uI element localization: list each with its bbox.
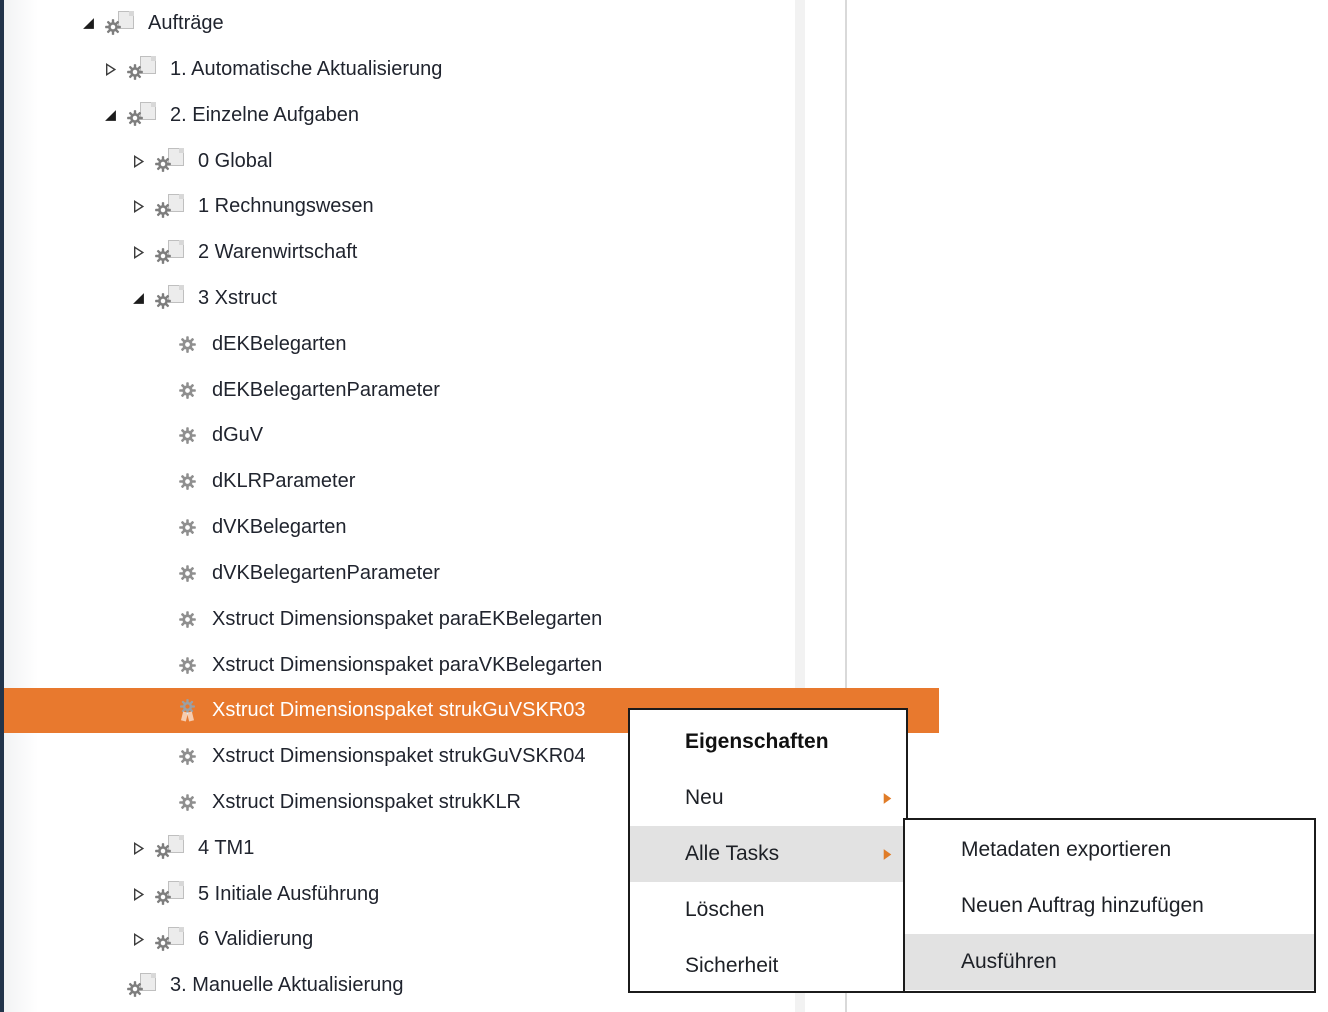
menu-item[interactable] — [630, 770, 906, 826]
tree-item[interactable] — [4, 551, 939, 596]
menu-item[interactable] — [630, 938, 906, 994]
tree-item-label: 6 Validierung — [198, 928, 314, 951]
collapse-arrow-icon[interactable] — [104, 108, 126, 122]
expander-slot — [156, 429, 178, 443]
expander-slot — [156, 612, 178, 626]
tree-item[interactable] — [4, 1, 865, 46]
gear-folder-icon — [154, 193, 184, 221]
tree-item-label: 2 Warenwirtschaft — [198, 241, 358, 264]
tree-item-label: dKLRParameter — [212, 470, 356, 493]
expander-slot — [156, 795, 178, 809]
expand-arrow-icon[interactable] — [132, 154, 154, 168]
tree-item[interactable] — [4, 505, 939, 550]
tree-item-label: dGuV — [212, 424, 264, 447]
submenu-item[interactable] — [905, 822, 1314, 878]
gear-folder-icon — [154, 834, 184, 862]
tree-item-label: 5 Initiale Ausführung — [198, 882, 380, 905]
gear-folder-icon — [126, 55, 156, 83]
gear-folder-icon — [154, 880, 184, 908]
gear-folder-icon — [154, 284, 184, 312]
expander-slot — [156, 704, 178, 718]
tree-item[interactable] — [4, 276, 915, 321]
tree-item-label: Xstruct Dimensionspaket paraEKBelegarten — [212, 607, 603, 630]
gear-folder-icon — [154, 147, 184, 175]
expander-slot — [156, 566, 178, 580]
expander-slot — [156, 658, 178, 672]
menu-item-label: Neu — [685, 786, 724, 809]
collapse-arrow-icon[interactable] — [82, 17, 104, 31]
context-submenu — [903, 818, 1316, 993]
tree-item[interactable] — [4, 47, 887, 92]
gear-folder-icon — [154, 926, 184, 954]
gear-icon — [178, 651, 198, 679]
expander-slot — [156, 383, 178, 397]
gear-folder-icon — [126, 101, 156, 129]
tree-item-label: Xstruct Dimensionspaket strukGuVSKR04 — [212, 745, 586, 768]
gear-icon — [178, 330, 198, 358]
tree-item-label: dEKBelegartenParameter — [212, 378, 440, 401]
tree-item[interactable] — [4, 413, 939, 458]
context-menu — [628, 708, 908, 993]
task-badge-icon — [178, 697, 198, 725]
gear-folder-icon — [154, 239, 184, 267]
expander-slot — [156, 337, 178, 351]
expand-arrow-icon[interactable] — [132, 841, 154, 855]
tree-item-label: 2. Einzelne Aufgaben — [170, 103, 360, 126]
tree-item-label: 4 TM1 — [198, 836, 255, 859]
submenu-arrow-icon — [883, 792, 892, 805]
tree-item-label: dVKBelegartenParameter — [212, 561, 440, 584]
tree-item[interactable] — [4, 139, 915, 184]
tree-item[interactable] — [4, 597, 939, 642]
tree-item-label: Xstruct Dimensionspaket strukKLR — [212, 790, 522, 813]
tree-item[interactable] — [4, 322, 939, 367]
tree-item-label: 0 Global — [198, 149, 273, 172]
expand-arrow-icon[interactable] — [132, 933, 154, 947]
tree-item[interactable] — [4, 184, 915, 229]
menu-item-label: Eigenschaften — [685, 730, 829, 753]
tree-item-label: dEKBelegarten — [212, 332, 347, 355]
tree-item[interactable] — [4, 93, 887, 138]
expand-arrow-icon[interactable] — [132, 200, 154, 214]
expand-arrow-icon[interactable] — [104, 62, 126, 76]
tree-item-label: Xstruct Dimensionspaket strukGuVSKR03 — [212, 699, 586, 722]
tree-item[interactable] — [4, 459, 939, 504]
submenu-item-label: Ausführen — [961, 950, 1057, 973]
tree-item[interactable] — [4, 368, 939, 413]
expander-slot — [156, 521, 178, 535]
gear-icon — [178, 559, 198, 587]
tree-item[interactable] — [4, 643, 939, 688]
gear-folder-icon — [104, 10, 134, 38]
expand-arrow-icon[interactable] — [132, 246, 154, 260]
menu-item-label: Löschen — [685, 898, 765, 921]
tree-item-label: 1. Automatische Aktualisierung — [170, 57, 443, 80]
submenu-item[interactable] — [905, 878, 1314, 934]
gear-icon — [178, 788, 198, 816]
submenu-item[interactable] — [905, 934, 1314, 990]
gear-icon — [178, 376, 198, 404]
gear-icon — [178, 422, 198, 450]
menu-item[interactable] — [630, 882, 906, 938]
tree-item-label: Aufträge — [148, 12, 224, 34]
menu-item-label: Alle Tasks — [685, 842, 780, 865]
expander-slot — [156, 750, 178, 764]
tree-item-label: 3 Xstruct — [198, 286, 277, 309]
collapse-arrow-icon[interactable] — [132, 291, 154, 305]
menu-item-label: Sicherheit — [685, 954, 779, 977]
submenu-arrow-icon — [883, 848, 892, 861]
gear-folder-icon — [126, 972, 156, 1000]
submenu-item-label: Neuen Auftrag hinzufügen — [961, 894, 1204, 917]
gear-icon — [178, 605, 198, 633]
gear-icon — [178, 743, 198, 771]
tree-item-label: 1 Rechnungswesen — [198, 195, 374, 218]
gear-icon — [178, 514, 198, 542]
gear-icon — [178, 468, 198, 496]
expander-slot — [156, 475, 178, 489]
menu-item[interactable] — [630, 714, 906, 770]
tree-item-label: dVKBelegarten — [212, 516, 347, 538]
expand-arrow-icon[interactable] — [132, 887, 154, 901]
tree-item[interactable] — [4, 230, 915, 275]
submenu-item-label: Metadaten exportieren — [961, 838, 1172, 861]
tree-item-label: Xstruct Dimensionspaket paraVKBelegarten — [212, 653, 603, 676]
menu-item[interactable] — [630, 826, 906, 882]
tree-item-label: 3. Manuelle Aktualisierung — [170, 974, 404, 997]
expander-slot — [104, 979, 126, 993]
